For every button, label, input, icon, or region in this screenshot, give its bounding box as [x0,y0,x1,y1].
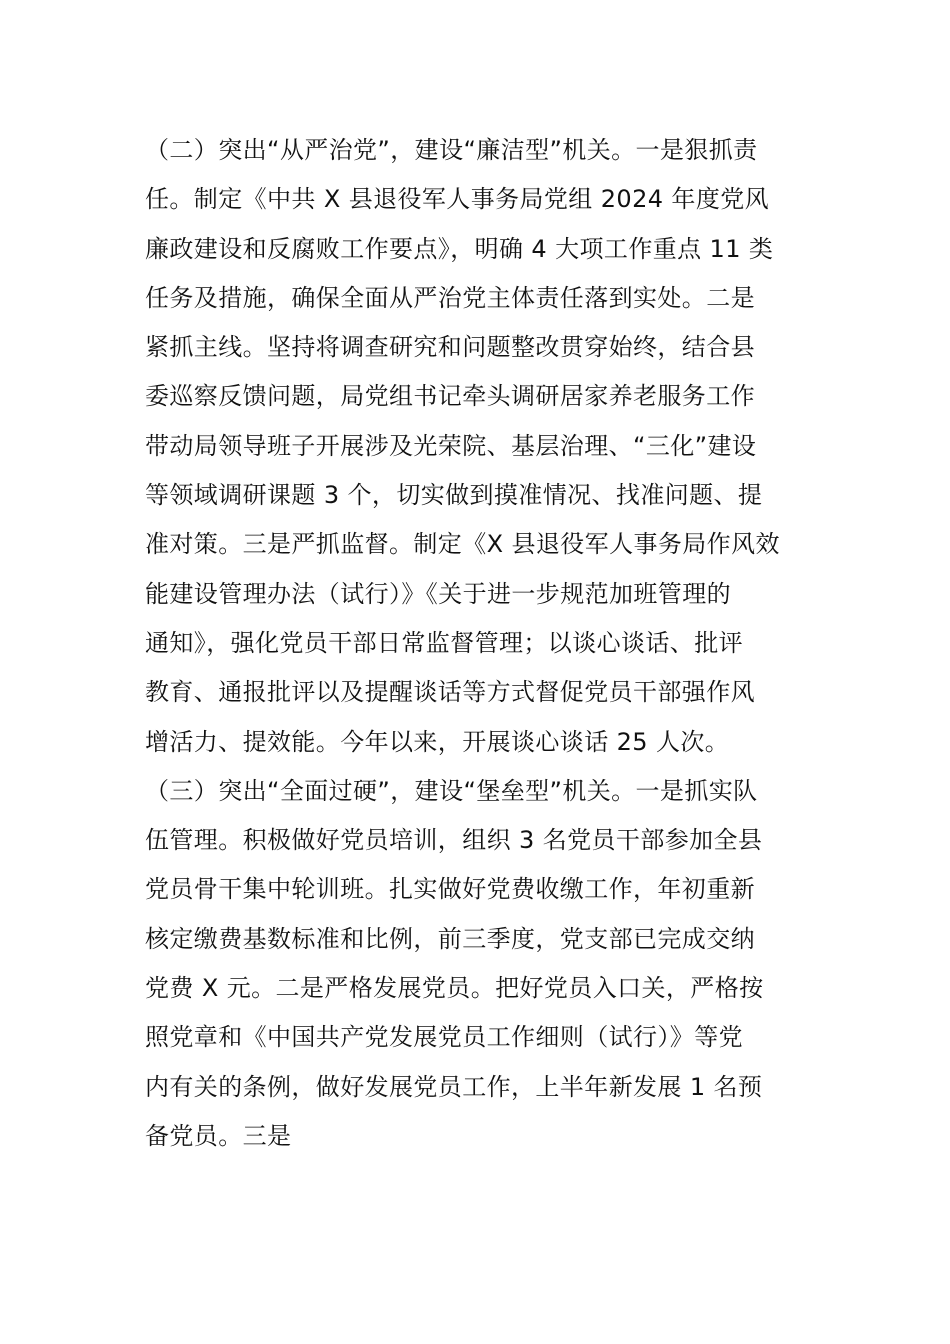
text-line-3: 廉政建设和反腐败工作要点》，明确 4 大项工作重点 11 类 [145,234,774,263]
text-line-13: 增活力、提效能。今年以来，开展谈心谈话 25 人次。 [145,727,730,756]
text-line-8: 等领域调研课题 3 个，切实做到摸准情况、找准问题、提 [145,481,763,510]
text-line-10: 能建设管理办法（试行）》《关于进一步规范加班管理的 [145,579,731,608]
text-line-11: 通知》，强化党员干部日常监督管理；以谈心谈话、批评 [145,628,743,657]
text-line-9: 准对策。三是严抓监督。制定《X 县退役军人事务局作风效 [145,530,780,559]
text-line-16: 党员骨干集中轮训班。扎实做好党费收缴工作，年初重新 [145,875,755,904]
text-line-4: 任务及措施，确保全面从严治党主体责任落到实处。二是 [145,283,755,312]
text-line-12: 教育、通报批评以及提醒谈话等方式督促党员干部强作风 [145,678,755,707]
text-line-1: （二）突出“从严治党”，建设“廉洁型”机关。一是狠抓责 [145,136,758,164]
text-line-2: 任。制定《中共 X 县退役军人事务局党组 2024 年度党风 [145,185,770,214]
text-line-14: （三）突出“全面过硬”，建设“堡垒型”机关。一是抓实队 [145,776,758,805]
text-line-20: 内有关的条例，做好发展党员工作，上半年新发展 1 名预 [145,1072,763,1101]
text-line-5: 紧抓主线。坚持将调查研究和问题整改贯穿始终，结合县 [145,333,755,362]
text-line-21: 备党员。三是 [145,1121,292,1150]
text-line-6: 委巡察反馈问题，局党组书记牵头调研居家养老服务工作 [145,382,755,411]
document-body [145,126,813,1161]
text-line-7: 带动局领导班子开展涉及光荣院、基层治理、“三化”建设 [145,431,757,460]
text-line-18: 党费 X 元。二是严格发展党员。把好党员入口关，严格按 [145,974,764,1003]
text-line-17: 核定缴费基数标准和比例，前三季度，党支部已完成交纳 [145,924,755,953]
text-line-19: 照党章和《中国共产党发展党员工作细则（试行）》等党 [145,1023,743,1052]
text-line-15: 伍管理。积极做好党员培训，组织 3 名党员干部参加全县 [145,826,763,855]
